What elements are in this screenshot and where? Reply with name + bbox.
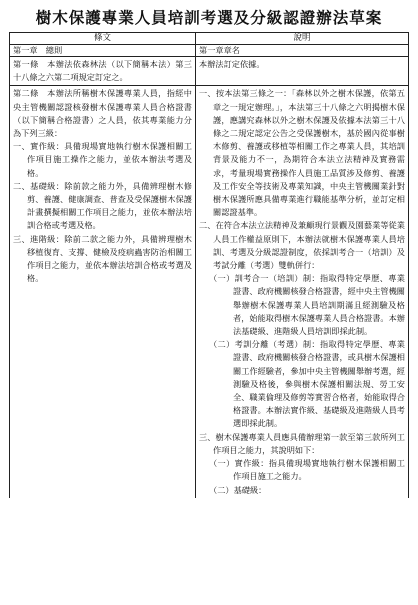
note-subitem-1: （一）訓考合一（培訓）制：指取得特定學歷、專業證書、政府機關核發合格證書，經中央主管機關舉辦樹木保護專業人員培訓期滿且經測驗及格者，始能取得樹木保護專業人員合格證書。本辦法基礎級、進階級人員培訓即採此制。 [209,273,405,337]
article-2-intro: 第二條 本辦法所稱樹木保護專業人員，指經中央主管機關認證核發樹木保護專業人員合格證書（以下簡稱合格證書）之人員，依其專業能力分為下列三級： [13,88,192,139]
table-header-row [10,33,409,45]
note-item-2: 二、在符合本法立法精神及兼顧現行景觀及園藝業等從業人員工作權益原則下，本辦法就樹木保護專業人員培訓、考選及分級認證制度，依採訓考合一（培訓）及考試分離（考選）雙軌併行： [199,220,405,271]
chapter-title: 第一章 總則 [10,45,196,57]
chapter-row [10,45,409,57]
header-articles: 條文 [10,33,196,45]
article-1-note: 本辦法訂定依據。 [199,59,265,69]
note-item-3: 三、樹木保護專業人員應具備辦理第一款至第三款所列工作項目之能力，其說明如下： [199,431,405,455]
chapter-note: 第一章章名 [196,45,409,57]
table-row [10,57,409,86]
note-item-1: 一、按本法第三條之一：「森林以外之樹木保護，依第五章之一規定辦理。」，本法第三十八條之六明揭樹木保護，應講究森林以外之樹木保護及依據本法第三十八條之二規定認定公告之受保護樹木，基於國內從事樹木修剪、養護或移植等相關工作之專業人員，其培訓背景及能力不一，為期符合本法立法精神及實務需求，考量現場實務操作人員施工品質涉及修剪、養護及工作安全等技術及專業知識，中央主管機關業針對樹木保護所應具備專業進行職能基準分析，並訂定相關認證基準。 [199,88,405,218]
note-subitem-4: （二）基礎級： [209,484,267,495]
note-subitem-3: （一）實作級：指具備現場實地執行樹木保護相關工作項目施工之能力。 [209,458,405,482]
regulation-table [9,32,409,498]
article-2-item-2: 二、基礎級：除前款之能力外，具備辨理樹木修剪、養護、健康調查、普查及受保護樹木保護計畫撰擬相關工作項目之能力，並依本辦法培訓合格或考選及格。 [13,180,192,231]
table-row [10,86,409,498]
article-1-text: 第一條 本辦法依森林法（以下簡稱本法）第三十八條之六第二項規定訂定之。 [13,59,192,83]
article-2-item-3: 三、進階級：除前二款之能力外，具備辨理樹木移植復育、支撐、健檢及疫病蟲害防治相關工作項目之能力，並依本辦法培訓合格或考選及格。 [13,233,192,284]
article-2-item-1: 一、實作級：具備現場實地執行樹木保護相關工作項目施工操作之能力，並依本辦法考選及格。 [13,141,192,178]
page-title: 樹木保護專業人員培訓考選及分級認證辦法草案 [35,9,383,27]
header-explanation: 說明 [196,33,409,45]
note-subitem-2: （二）考訓分離（考選）制：指取得特定學歷、專業證書、政府機關核發合格證書，或具樹木保護相關工作經驗者，參加中央主管機關舉辦考選，經測驗及格後，參與樹木保護相關法規、勞工安全、職業倫理及修剪等實習合格者，始能取得合格證書。本辦法實作級、基礎級及進階級人員考選即採此制。 [209,339,405,429]
